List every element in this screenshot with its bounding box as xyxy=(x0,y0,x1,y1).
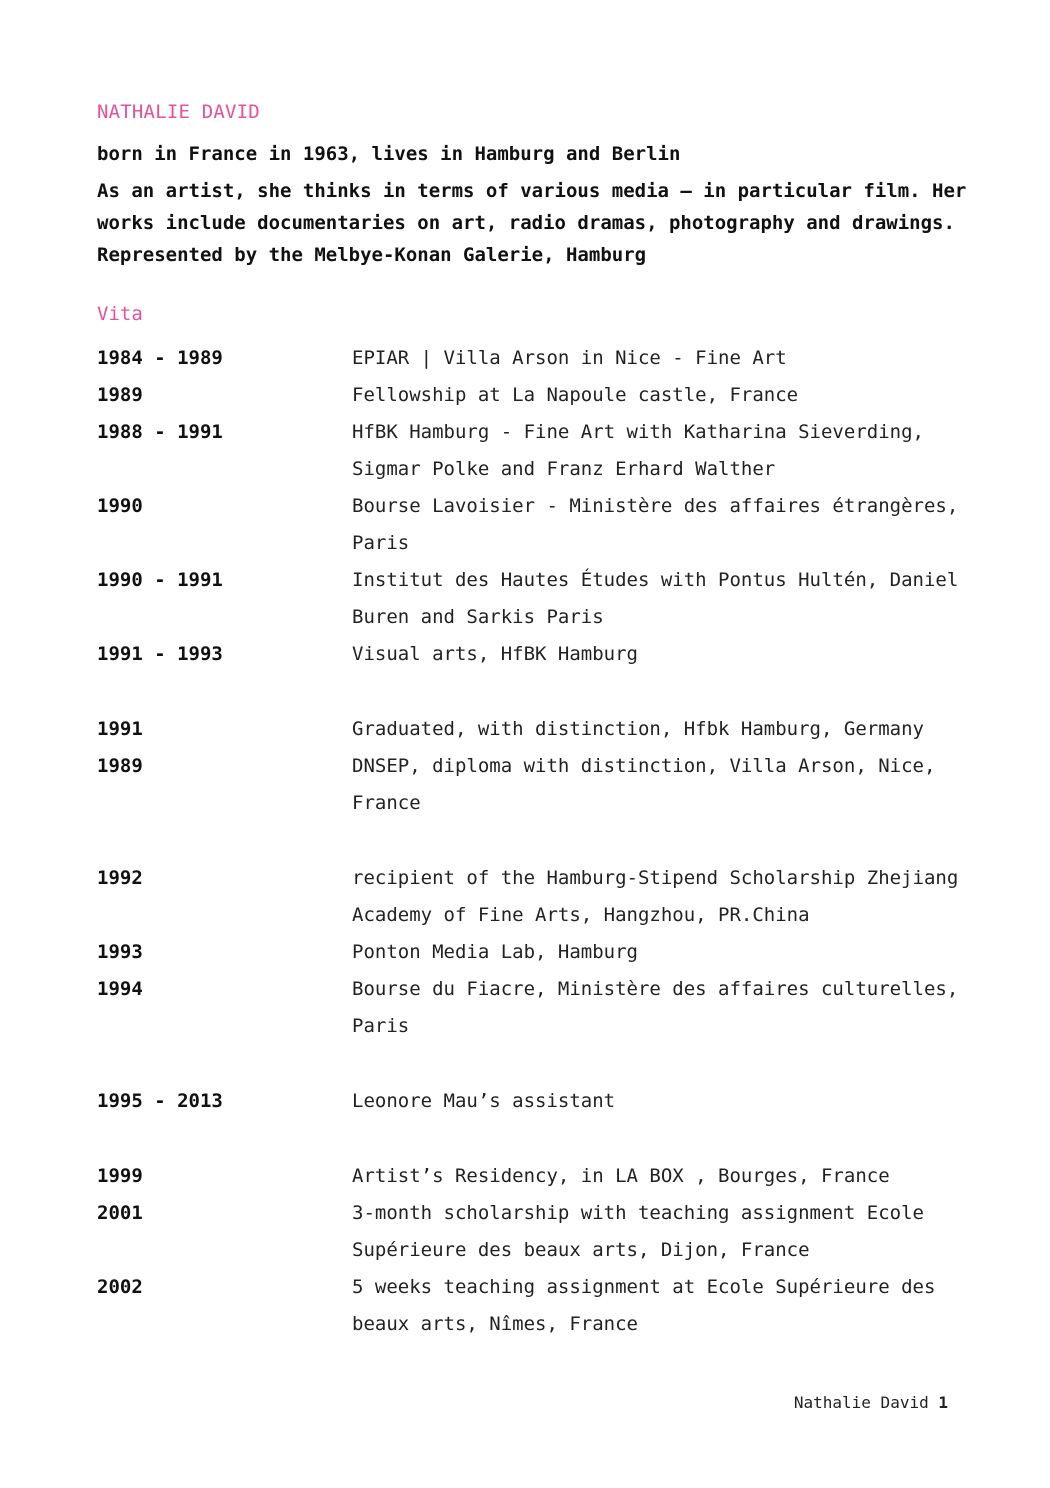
vita-entry xyxy=(97,636,967,673)
vita-entry xyxy=(97,488,967,562)
footer-author: Nathalie David xyxy=(793,1393,929,1412)
vita-desc: Institut des Hautes Études with Pontus Hultén, Daniel Buren and Sarkis Paris xyxy=(352,569,959,628)
vita-heading: Vita xyxy=(97,303,143,325)
vita-desc: 5 weeks teaching assignment at Ecole Supérieure des beaux arts, Nîmes, France xyxy=(352,1276,936,1335)
vita-entry xyxy=(97,971,967,1045)
vita-desc: recipient of the Hamburg-Stipend Scholarship Zhejiang Academy of Fine Arts, Hangzhou, PR.China xyxy=(352,867,959,926)
vita-entry xyxy=(97,711,967,748)
vita-desc: DNSEP, diploma with distinction, Villa Arson, Nice, France xyxy=(352,755,936,814)
vita-year: 1988 - 1991 xyxy=(97,421,223,443)
vita-year: 1991 xyxy=(97,718,143,740)
artist-name: NATHALIE DAVID xyxy=(97,101,260,123)
vita-year: 1995 - 2013 xyxy=(97,1090,223,1112)
spacer xyxy=(97,822,967,860)
vita-entry xyxy=(97,1195,967,1269)
vita-year: 2002 xyxy=(97,1276,143,1298)
spacer xyxy=(97,673,967,711)
vita-desc: Artist’s Residency, in LA BOX , Bourges, France xyxy=(352,1165,890,1187)
vita-entry xyxy=(97,562,967,636)
vita-entry xyxy=(97,1083,967,1120)
page-footer xyxy=(794,1393,948,1412)
vita-entry xyxy=(97,377,967,414)
vita-entry xyxy=(97,1158,967,1195)
vita-entry xyxy=(97,1269,967,1343)
vita-entry xyxy=(97,340,967,377)
vita-desc: Leonore Mau’s assistant xyxy=(352,1090,616,1112)
spacer xyxy=(97,1120,967,1158)
vita-desc: Bourse Lavoisier - Ministère des affaires étrangères, Paris xyxy=(352,495,959,554)
vita-desc: Fellowship at La Napoule castle, France xyxy=(352,384,799,406)
vita-entry xyxy=(97,414,967,488)
vita-list xyxy=(97,340,967,1343)
vita-year: 1989 xyxy=(97,755,143,777)
spacer xyxy=(97,1045,967,1083)
vita-desc: 3-month scholarship with teaching assignment Ecole Supérieure des beaux arts, Dijon, France xyxy=(352,1202,924,1261)
vita-desc: EPIAR | Villa Arson in Nice - Fine Art xyxy=(352,347,787,369)
born-line: born in France in 1963, lives in Hamburg and Berlin xyxy=(97,143,681,165)
vita-desc: HfBK Hamburg - Fine Art with Katharina Sieverding, Sigmar Polke and Franz Erhard Walther xyxy=(352,421,924,480)
vita-year: 1989 xyxy=(97,384,143,406)
vita-year: 2001 xyxy=(97,1202,143,1224)
vita-desc: Visual arts, HfBK Hamburg xyxy=(352,643,638,665)
vita-year: 1990 xyxy=(97,495,143,517)
page-number: 1 xyxy=(938,1393,948,1412)
vita-year: 1991 - 1993 xyxy=(97,643,223,665)
bio-text: As an artist, she thinks in terms of various media — in particular film. Her works include documentaries on art, radio dramas, photography and drawings. Represented by the Melbye-Konan Galerie, Hamburg xyxy=(97,180,967,266)
vita-year: 1994 xyxy=(97,978,143,1000)
vita-desc: Bourse du Fiacre, Ministère des affaires culturelles, Paris xyxy=(352,978,959,1037)
vita-year: 1993 xyxy=(97,941,143,963)
vita-entry xyxy=(97,860,967,934)
intro xyxy=(97,138,967,271)
vita-entry xyxy=(97,934,967,971)
vita-year: 1984 - 1989 xyxy=(97,347,223,369)
vita-year: 1992 xyxy=(97,867,143,889)
vita-year: 1990 - 1991 xyxy=(97,569,223,591)
vita-year: 1999 xyxy=(97,1165,143,1187)
vita-entry xyxy=(97,748,967,822)
vita-desc: Graduated, with distinction, Hfbk Hamburg, Germany xyxy=(352,718,924,740)
vita-desc: Ponton Media Lab, Hamburg xyxy=(352,941,638,963)
